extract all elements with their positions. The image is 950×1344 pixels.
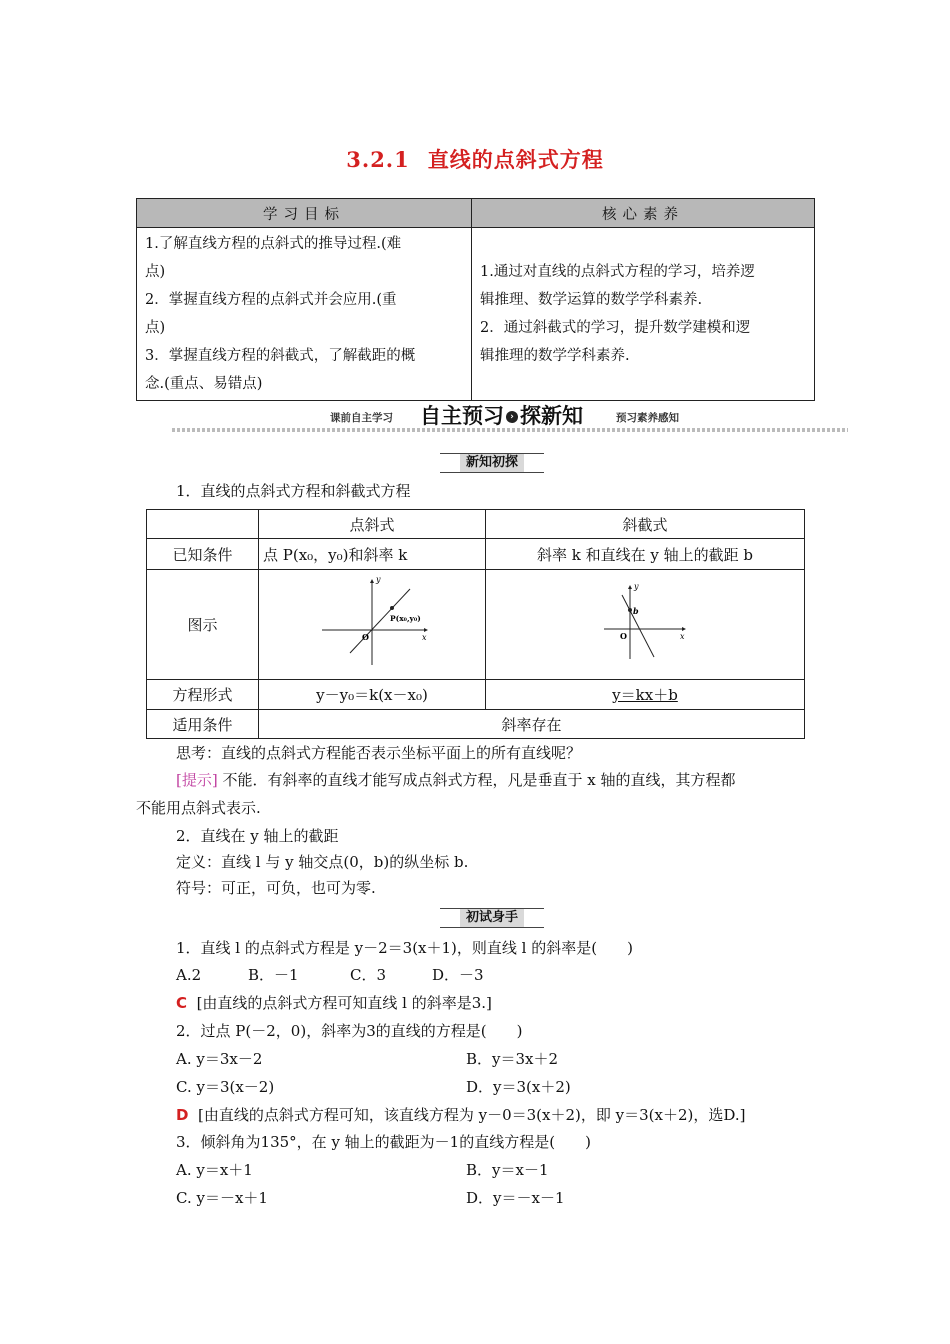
- banner-main: [420, 400, 583, 430]
- goal-line: 点): [145, 320, 166, 336]
- core-line: 2．通过斜截式的学习，提升数学建模和逻: [480, 320, 751, 336]
- fig1-x-label: x: [422, 632, 427, 642]
- row-figure-label: 图示: [147, 570, 259, 680]
- fig2-origin-label: O: [620, 630, 627, 641]
- q2-answer: D: [176, 1106, 189, 1124]
- q2-option-d: D．y＝3(x＋2): [466, 1078, 571, 1096]
- goals-learning-cell: [137, 228, 472, 401]
- point-b: [628, 608, 632, 612]
- q2-option-c: C. y＝3(x－2): [176, 1078, 275, 1096]
- goal-line: 1.了解直线方程的点斜式的推导过程.(难: [145, 236, 402, 252]
- banner-right-label: 预习素养感知: [616, 412, 679, 424]
- core-line: 1.通过对直线的点斜式方程的学习，培养逻: [480, 264, 755, 280]
- form-slope-intercept: y＝kx＋b: [486, 680, 805, 710]
- hint-line-2: 不能用点斜式表示.: [136, 799, 261, 817]
- symbol-note: 符号：可正，可负，也可为零.: [176, 879, 376, 897]
- banner-main-b: 探新知: [520, 404, 583, 428]
- q2-explanation: [由直线的点斜式方程可知，该直线方程为 y－0＝3(x＋2)，即 y＝3(x＋2)，选D.]: [198, 1106, 746, 1124]
- x-arrow-icon: [682, 627, 686, 631]
- cond-point-slope: 点 P(x₀，y₀)和斜率 k: [259, 539, 486, 570]
- row-apply-label: 适用条件: [147, 710, 259, 739]
- formula-table: [146, 509, 805, 739]
- q3-option-a: A. y＝x＋1: [176, 1161, 253, 1179]
- row-form-label: 方程形式: [147, 680, 259, 710]
- core-line: 辑推理、数学运算的数学学科素养.: [480, 292, 703, 308]
- title-text: 直线的点斜式方程: [427, 147, 604, 172]
- core-line: 辑推理的数学学科素养.: [480, 348, 630, 364]
- form-point-slope: y－y₀＝k(x－x₀): [259, 680, 486, 710]
- apply-condition: 斜率存在: [259, 710, 805, 739]
- row-condition-label: 已知条件: [147, 539, 259, 570]
- point-slope-graph: [312, 573, 432, 673]
- line-graph: [622, 595, 654, 657]
- q1-stem: 1．直线 l 的点斜式方程是 y－2＝3(x＋1)，则直线 l 的斜率是( ): [176, 939, 633, 957]
- point-p: [390, 606, 394, 610]
- fig2-x-label: x: [680, 631, 685, 641]
- q3-stem: 3．倾斜角为135°，在 y 轴上的截距为－1的直线方程是( ): [176, 1133, 591, 1151]
- q1-answer-line: [176, 992, 492, 1014]
- tag-new-knowledge-label: 新知初探: [460, 454, 524, 472]
- page-title: [0, 144, 950, 174]
- hint-text-1: 不能．有斜率的直线才能写成点斜式方程，凡是垂直于 x 轴的直线，其方程都: [222, 771, 736, 789]
- q2-option-b: B．y＝3x＋2: [466, 1050, 559, 1068]
- goals-header-core: 核心素养: [472, 199, 815, 228]
- col-slope-intercept: 斜截式: [486, 510, 805, 539]
- goal-line: 2．掌握直线方程的点斜式并会应用.(重: [145, 292, 397, 308]
- cond-slope-intercept: 斜率 k 和直线在 y 轴上的截距 b: [486, 539, 805, 570]
- fig1-origin-label: O: [362, 631, 369, 642]
- goals-table: [136, 198, 815, 401]
- goal-line: 点): [145, 264, 166, 280]
- q1-option-a: A.2: [176, 966, 202, 984]
- q3-option-b: B．y＝x－1: [466, 1161, 549, 1179]
- section2-title: 2．直线在 y 轴上的截距: [176, 827, 339, 845]
- formula-corner: [147, 510, 259, 539]
- q1-option-c: C．3: [350, 966, 387, 984]
- fig1-y-label: y: [376, 574, 381, 584]
- x-arrow-icon: [424, 628, 428, 632]
- think-question: 思考：直线的点斜式方程能否表示坐标平面上的所有直线呢？: [176, 744, 582, 762]
- figure-slope-intercept-cell: [486, 570, 805, 680]
- q1-answer: C: [176, 994, 188, 1012]
- banner-left-label: 课前自主学习: [330, 412, 393, 424]
- y-arrow-icon: [370, 579, 374, 583]
- hint-tag: [提示]: [176, 771, 218, 789]
- q1-explanation: [由直线的点斜式方程可知直线 l 的斜率是3.]: [196, 994, 492, 1012]
- y-arrow-icon: [628, 585, 632, 589]
- q1-option-d: D．－3: [432, 966, 484, 984]
- fig2-y-label: y: [634, 581, 639, 591]
- definition: 定义：直线 l 与 y 轴交点(0，b)的纵坐标 b.: [176, 853, 469, 871]
- figure-point-slope-cell: [259, 570, 486, 680]
- q3-option-c: C. y＝－x＋1: [176, 1189, 268, 1207]
- fig1-point-label: P(x₀,y₀): [390, 613, 421, 623]
- tag-try-yourself: [440, 908, 544, 928]
- q2-answer-line: [176, 1104, 746, 1126]
- chevron-right-icon: ›: [506, 411, 518, 423]
- section-banner: [172, 400, 848, 434]
- title-number: 3.2.1: [346, 147, 410, 172]
- goals-header-learning: 学习目标: [137, 199, 472, 228]
- q1-option-b: B．－1: [248, 966, 299, 984]
- hint-line-1: [176, 769, 736, 791]
- goal-line: 3．掌握直线方程的斜截式，了解截距的概: [145, 348, 416, 364]
- slope-intercept-graph: [600, 573, 690, 673]
- tag-new-knowledge: [440, 453, 544, 473]
- q2-stem: 2．过点 P(－2，0)，斜率为3的直线的方程是( ): [176, 1022, 523, 1040]
- q2-option-a: A. y＝3x－2: [176, 1050, 263, 1068]
- section1-title: 1．直线的点斜式方程和斜截式方程: [176, 482, 411, 500]
- fig2-b-label: b: [633, 605, 639, 616]
- q3-option-d: D．y＝－x－1: [466, 1189, 565, 1207]
- col-point-slope: 点斜式: [259, 510, 486, 539]
- goal-line: 念.(重点、易错点): [145, 376, 263, 392]
- goals-core-cell: [472, 228, 815, 401]
- tag-try-yourself-label: 初试身手: [460, 909, 524, 927]
- banner-main-a: 自主预习: [420, 404, 504, 428]
